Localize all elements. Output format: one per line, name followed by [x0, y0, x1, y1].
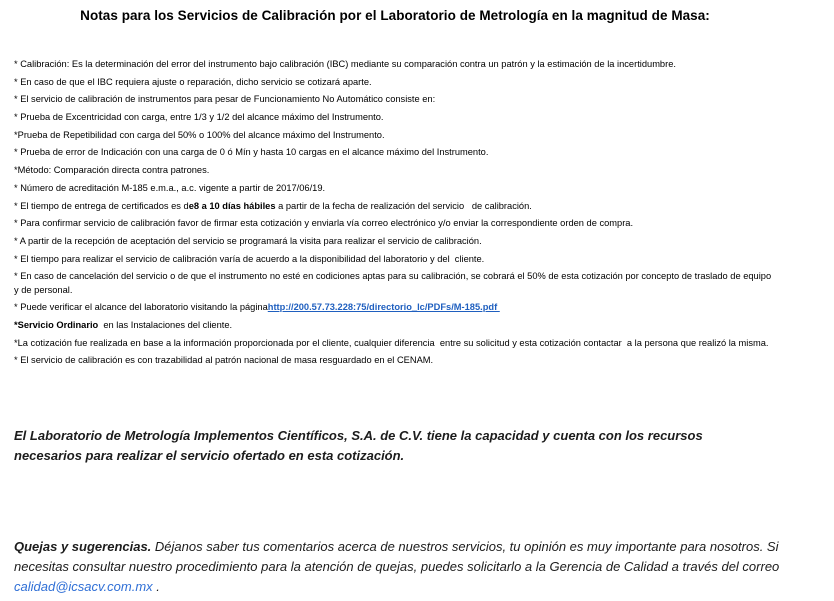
note-item: *Método: Comparación directa contra patrones. [14, 165, 210, 176]
ordinary-service-text: en las Instalaciones del cliente. [98, 319, 233, 330]
note-item: * Número de acreditación M-185 e.m.a., a.c. vigente a partir de 2017/06/19. [14, 182, 326, 193]
delivery-prefix: * El tiempo de entrega de certificados es d [14, 200, 189, 211]
note-item: * Para confirmar servicio de calibración favor de firmar esta cotización y enviarla vía correo electrónico y/o enviar la correspondiente orden de compra. [14, 218, 634, 229]
note-item: *Prueba de Repetibilidad con carga del 50% o 100% del alcance máximo del Instrumento. [14, 129, 385, 140]
complaints-body: Déjanos saber tus comentarios acerca de nuestros servicios, tu opinión es muy importante para nosotros. Si necesitas consultar nuestro procedimiento para la atención de quejas, puedes solicitarlo a la Gerencia de Calidad a través del correo [14, 539, 780, 574]
complaints-section [14, 537, 784, 597]
capability-statement: El Laboratorio de Metrología Implementos Científicos, S.A. de C.V. tiene la capacidad y cuenta con los recursos necesarios para realizar el servicio ofertado en esta cotización. [14, 428, 703, 463]
accreditation-scope-link[interactable]: http://200.57.73.228:75/directorio_lc/PDFs/M-185.pdf [267, 302, 500, 313]
delivery-note [14, 200, 774, 213]
delivery-days: e8 a 10 días hábiles [188, 200, 276, 211]
note-item: *La cotización fue realizada en base a la información proporcionada por el cliente, cualquier diferencia entre su solicitud y esta cotización contactar a la persona que realizó la misma. [14, 337, 769, 348]
ordinary-service-label: *Servicio Ordinario [14, 319, 99, 330]
scope-note [14, 301, 774, 314]
complaints-end: . [152, 579, 160, 594]
note-item: * Calibración: Es la determinación del error del instrumento bajo calibración (IBC) mediante su comparación contra un patrón y la estimación de la incertidumbre. [14, 59, 676, 69]
note-item: * El tiempo para realizar el servicio de calibración varía de acuerdo a la disponibilidad del laboratorio y del cliente. [14, 253, 485, 264]
note-item: * El servicio de calibración de instrumentos para pesar de Funcionamiento No Automático consiste en: [14, 94, 436, 105]
note-item: * Prueba de Excentricidad con carga, entre 1/3 y 1/2 del alcance máximo del Instrumento. [14, 112, 384, 123]
ordinary-service-note [14, 319, 774, 332]
notes-list [14, 58, 774, 372]
note-item: * En caso de que el IBC requiera ajuste o reparación, dicho servicio se cotizará aparte. [14, 76, 372, 87]
note-item: * Prueba de error de Indicación con una carga de 0 ó Mín y hasta 10 cargas en el alcance máximo del Instrumento. [14, 147, 489, 158]
scope-prefix: * Puede verificar el alcance del laboratorio visitando la página [14, 302, 268, 313]
complaints-heading: Quejas y sugerencias. [14, 539, 152, 554]
quality-email-link[interactable]: calidad@icsacv.com.mx [14, 579, 153, 594]
note-item: * En caso de cancelación del servicio o de que el instrumento no esté en codiciones aptas para su calibración, se cobrará el 50% de esta cotización por concepto de traslado de equipo y de personal. [14, 271, 774, 295]
page-title: Notas para los Servicios de Calibración por el Laboratorio de Metrología en la magnitud de Masa: [80, 8, 710, 23]
note-item: * El servicio de calibración es con trazabilidad al patrón nacional de masa resguardado en el CENAM. [14, 355, 434, 366]
note-item: * A partir de la recepción de aceptación del servicio se programará la visita para realizar el servicio de calibración. [14, 235, 482, 246]
delivery-suffix: a partir de la fecha de realización del servicio de calibración. [275, 200, 532, 211]
